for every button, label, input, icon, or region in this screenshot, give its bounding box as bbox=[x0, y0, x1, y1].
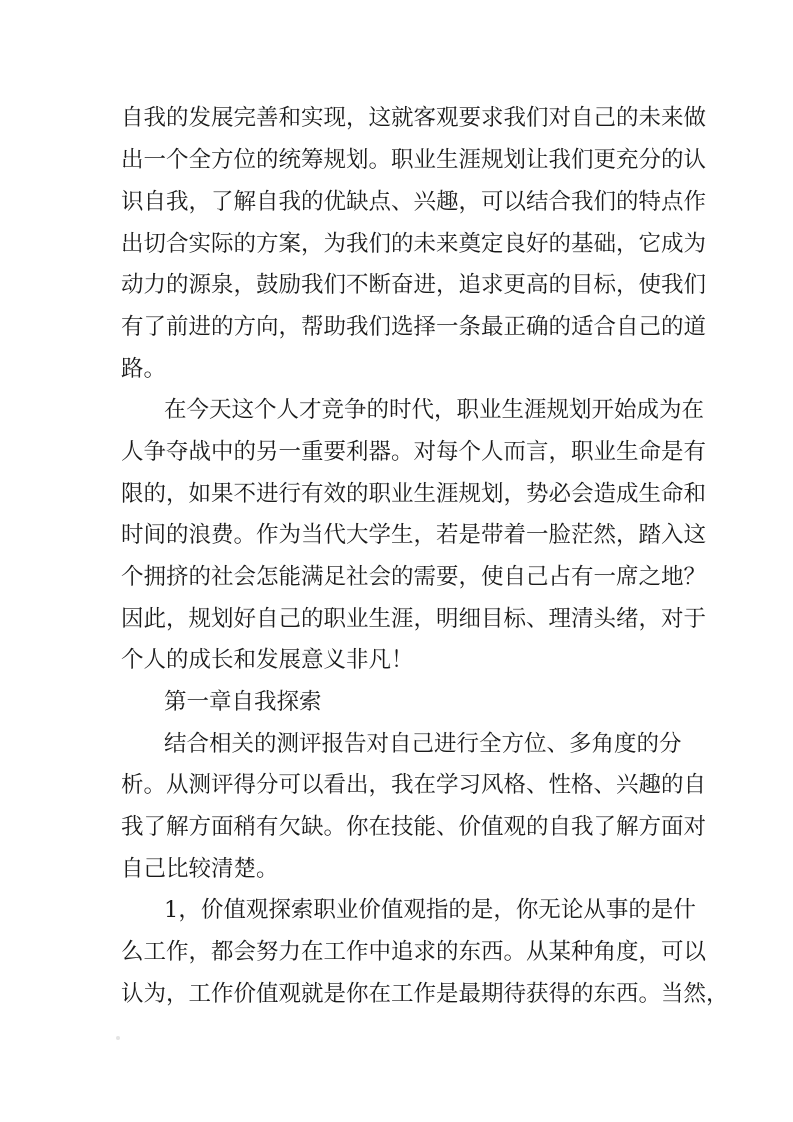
text-line: 路。 bbox=[121, 356, 167, 382]
text-line: 限的，如果不进行有效的职业生涯规划，势必会造成生命和 bbox=[121, 481, 707, 507]
text-line: 个人的成长和发展意义非凡！ bbox=[121, 647, 414, 673]
text-line: 因此，规划好自己的职业生涯，明细目标、理清头绪，对于 bbox=[121, 606, 707, 632]
text-line: 出一个全方位的统筹规划。职业生涯规划让我们更充分的认 bbox=[121, 147, 707, 173]
text-line: 自己比较清楚。 bbox=[121, 856, 279, 882]
text-line: 自我的发展完善和实现，这就客观要求我们对自己的未来做 bbox=[121, 105, 707, 131]
text-line: 动力的源泉，鼓励我们不断奋进，追求更高的目标，使我们 bbox=[121, 272, 707, 298]
text-line: 1，价值观探索职业价值观指的是，你无论从事的是什 bbox=[164, 897, 696, 923]
text-line: 析。从测评得分可以看出，我在学习风格、性格、兴趣的自 bbox=[121, 772, 707, 798]
page-dot-mark bbox=[116, 1036, 120, 1040]
text-line: 出切合实际的方案，为我们的未来奠定良好的基础，它成为 bbox=[121, 231, 707, 257]
chapter-heading: 第一章自我探索 bbox=[164, 689, 322, 715]
text-line: 识自我，了解自我的优缺点、兴趣，可以结合我们的特点作 bbox=[121, 189, 707, 215]
text-line: 么工作，都会努力在工作中追求的东西。从某种角度，可以 bbox=[121, 939, 707, 965]
text-line: 人争夺战中的另一重要利器。对每个人而言，职业生命是有 bbox=[121, 439, 707, 465]
text-line: 我了解方面稍有欠缺。你在技能、价值观的自我了解方面对 bbox=[121, 814, 707, 840]
text-line: 个拥挤的社会怎能满足社会的需要，使自己占有一席之地？ bbox=[121, 564, 707, 590]
text-line: 在今天这个人才竞争的时代，职业生涯规划开始成为在 bbox=[164, 397, 705, 423]
text-line: 结合相关的测评报告对自己进行全方位、多角度的分 bbox=[164, 731, 682, 757]
text-line: 认为，工作价值观就是你在工作是最期待获得的东西。当然， bbox=[121, 981, 729, 1007]
text-line: 有了前进的方向，帮助我们选择一条最正确的适合自己的道 bbox=[121, 314, 707, 340]
text-line: 时间的浪费。作为当代大学生，若是带着一脸茫然，踏入这 bbox=[121, 522, 707, 548]
